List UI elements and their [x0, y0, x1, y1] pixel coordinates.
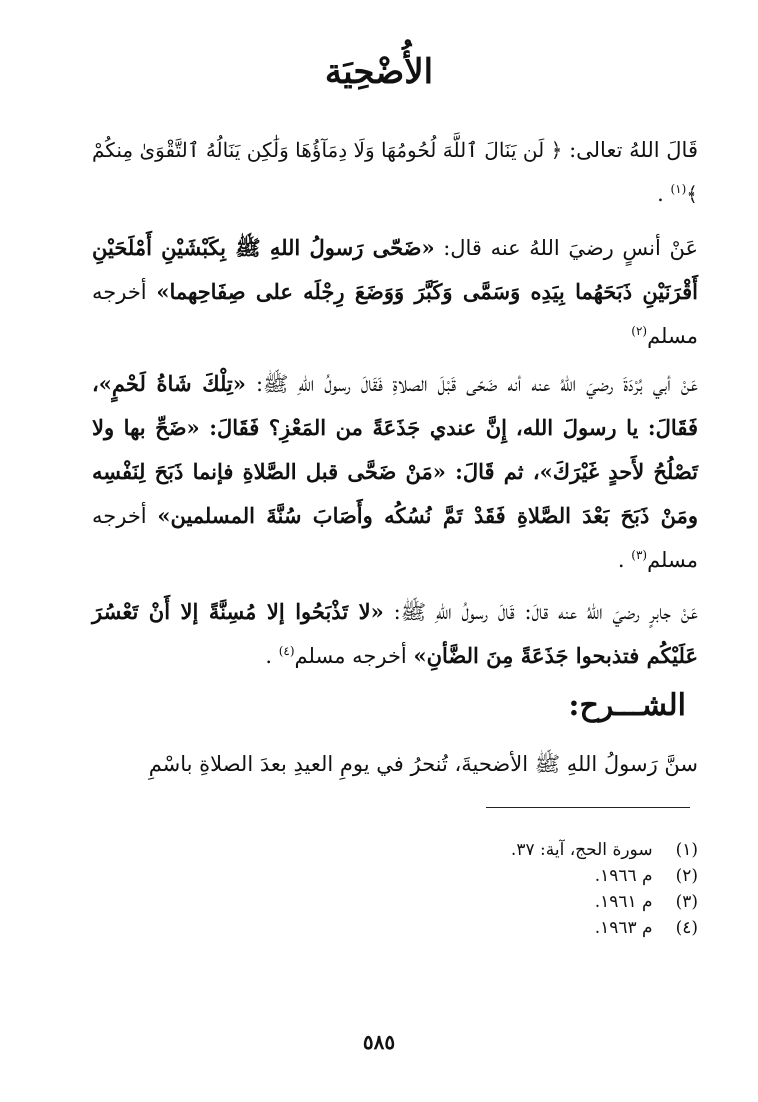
hadith-intro: قَالَ اللهُ تعالى: [569, 138, 698, 162]
hadith-text: ، فَقَالَ: يا رسولَ الله، [92, 371, 698, 440]
hadith-source: أخرجه مسلم [294, 644, 407, 668]
sentence-end: . [617, 548, 625, 572]
footnote-4 [300, 918, 698, 938]
footnote-number: (٢) [675, 866, 698, 886]
footnote-text: م ١٩٦٦. [594, 866, 653, 886]
footnote-number: (٣) [675, 892, 698, 912]
sentence-end: . [657, 182, 664, 206]
footnote-text: سورة الحج، آية: ٣٧. [510, 840, 653, 860]
hadith-intro: عَنْ أبي بُرْدَةَ رضيَ اللهُ عنه أنه ضَحّى قَبْلَ الصلاةِ فَقَالَ رسولُ اللهِ ﷺ: [255, 372, 698, 396]
page-number: ٥٨٥ [362, 1030, 396, 1054]
footnote-2 [300, 866, 698, 886]
hadith-intro: عَنْ أنسٍ رضيَ اللهُ عنه قال: [443, 236, 698, 260]
footnote-divider [486, 807, 690, 808]
footnote-ref: (١) [670, 182, 687, 196]
hadith-paragraph-2 [92, 226, 698, 358]
footnote-3 [300, 892, 698, 912]
footnote-number: (٤) [675, 918, 698, 938]
hadith-paragraph-3 [92, 362, 698, 582]
footnote-text: م ١٩٦١. [594, 892, 653, 912]
hadith-paragraph-1 [92, 128, 698, 216]
footnote-text: م ١٩٦٣. [594, 918, 653, 938]
hadith-quote: «تِلْكَ شَاةُ لَحْمٍ» [98, 371, 246, 396]
footnote-1 [300, 840, 698, 860]
footnote-ref: (٣) [631, 548, 648, 562]
page-title: الأُضْحِيَة [324, 52, 434, 92]
hadith-source: أخرجه مسلم [92, 504, 698, 572]
hadith-quote: إِنَّ عندي جَذَعَةً من المَعْزِ؟ فَقَالَ: «ضَحِّ بها ولا تَصْلُحُ لأَحدٍ غَيْرَكَ»، ثم قَالَ: «مَنْ ضَحَّى قبل الصَّلاةِ فإنما ذَبَحَ لِنَفْسِه ومَنْ ذَبَحَ بَعْدَ الصَّلاةِ فَقَدْ تَمَّ نُسُكُه وأَصَابَ سُنَّةَ المسلمين» [92, 415, 698, 528]
quran-verse: ﴿ لَن يَنَالَ ٱللَّهَ لُحُومُهَا وَلَا دِمَآؤُهَا وَلَٰكِن يَنَالُهُ ٱلتَّقْوَىٰ مِنكُمْ ﴾ [92, 138, 698, 206]
hadith-paragraph-4 [92, 590, 698, 678]
footnote-number: (١) [675, 840, 698, 860]
hadith-intro: عَنْ جابرٍ رضيَ اللهُ عنه قالَ: قَالَ رسولُ اللهِ ﷺ: [393, 600, 698, 624]
hadith-quote: «لا تَذْبَحُوا إلا مُسِنَّةً إلا أَنْ تَعْسُرَ عَلَيْكُم فتذبحوا جَذَعَةً مِنَ الضَّأنِ» [92, 599, 698, 668]
footnote-ref: (٤) [278, 644, 295, 658]
footnote-ref: (٢) [631, 324, 648, 338]
sharh-paragraph: سنَّ رَسولُ اللهِ ﷺ الأضحيةَ، تُنحرُ في يومِ العيدِ بعدَ الصلاةِ باسْمِ [148, 752, 698, 776]
hadith-quote: «ضَحّى رَسولُ اللهِ ﷺ بِكَبْشَيْنِ أَمْلَحَيْنِ أَقْرَنَيْنِ ذَبَحَهُما بِيَدِه وَسَمَّى وَكَبَّرَ وَوَضَعَ رِجْلَه على صِفَاحِهما» [92, 235, 698, 304]
sentence-end: . [265, 644, 273, 668]
sharh-heading: الشـــرح: [568, 688, 686, 723]
hadith-source: أخرجه مسلم [92, 280, 698, 348]
